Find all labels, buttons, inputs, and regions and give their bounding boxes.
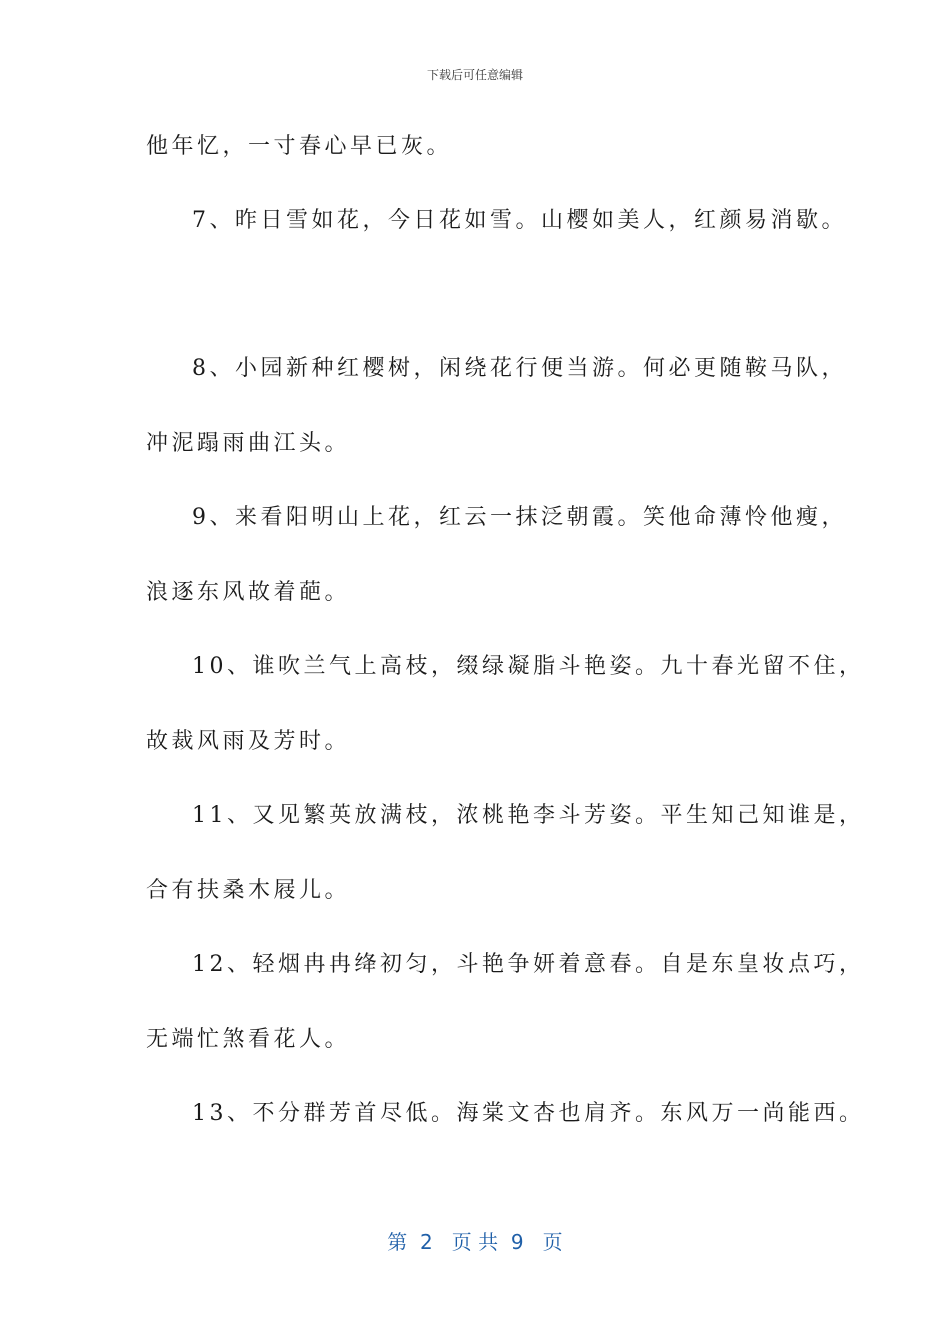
text-line: 他年忆，一寸春心早已灰。 [146,134,453,159]
poem-11-line-1: 11、又见繁英放满枝，浓桃艳李斗芳姿。平生知己知谁是， [192,803,865,828]
poem-11-line-2: 合有扶桑木屐儿。 [146,878,351,903]
page-footer: 第 2 页 共 9 页 [387,1230,563,1254]
poem-13: 13、不分群芳首尽低。海棠文杏也肩齐。东风万一尚能西。 [192,1101,865,1126]
poem-8-line-2: 冲泥蹋雨曲江头。 [146,431,351,456]
poem-9-line-1: 9、来看阳明山上花，红云一抹泛朝霞。笑他命薄怜他瘦， [192,505,847,530]
poem-9-line-2: 浪逐东风故着葩。 [146,580,351,605]
poem-12-line-1: 12、轻烟冉冉绛初匀，斗艳争妍着意春。自是东皇妆点巧， [192,952,865,977]
poem-10-line-1: 10、谁吹兰气上高枝，缀绿凝脂斗艳姿。九十春光留不住， [192,654,865,679]
poem-7: 7、昨日雪如花，今日花如雪。山樱如美人，红颜易消歇。 [192,208,847,233]
poem-12-line-2: 无端忙煞看花人。 [146,1027,351,1052]
page-header: 下载后可任意编辑 [426,68,523,82]
poem-10-line-2: 故裁风雨及芳时。 [146,729,351,754]
poem-8-line-1: 8、小园新种红樱树，闲绕花行便当游。何必更随鞍马队， [192,356,847,381]
